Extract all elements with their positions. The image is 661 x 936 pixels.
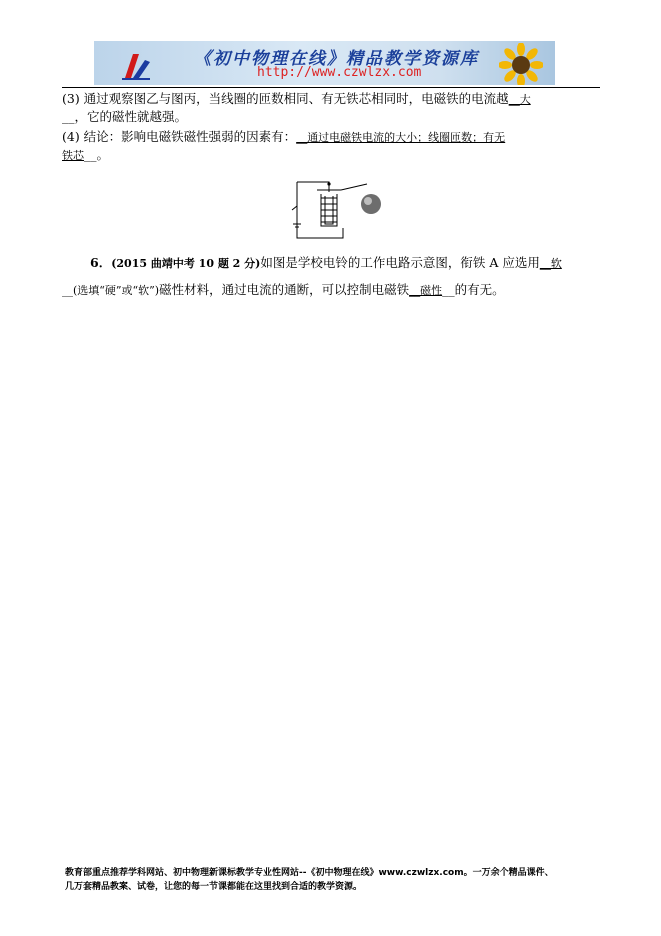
q5-line3-answer: __大: [508, 93, 531, 106]
q6-text: 如图是学校电铃的工作电路示意图，衔铁 A 应选用: [260, 255, 540, 270]
q6-answer-2: __磁性: [409, 284, 443, 297]
q5-line3-cont: [62, 107, 602, 126]
sunflower-icon: [499, 43, 543, 85]
page-footer: [65, 866, 605, 894]
q6-source: (2015 曲靖中考 10 题 2 分): [111, 257, 261, 270]
q5-line3-text: (3) 通过观察图乙与图丙，当线圈的匝数相同、有无铁芯相同时，电磁铁的电流越: [62, 91, 509, 106]
q5-line3: [62, 89, 602, 109]
q6-number: 6．: [90, 255, 112, 270]
q5-line4-answer: __通过电磁铁电流的大小；线圈匝数；有无: [296, 131, 506, 144]
q5-line3-cont-text: __，它的磁性就越强。: [62, 109, 188, 124]
q5-line4: [62, 127, 602, 147]
banner-title: 《初中物理在线》精品教学资源库: [194, 49, 479, 69]
bell-circuit-figure: [283, 180, 387, 240]
q5-line4-answer-cont: 铁芯: [62, 149, 84, 162]
header-banner: [94, 41, 555, 85]
q6-line2: [62, 280, 602, 300]
footer-line-2: 几万套精品教案、试卷，让您的每一节课都能在这里找到合适的教学资源。: [65, 882, 363, 892]
header-rule: [62, 87, 600, 88]
banner-url[interactable]: http://www.czwlzx.com: [257, 65, 422, 80]
q5-line4-cont: [62, 145, 602, 165]
q5-line4-text: (4) 结论：影响电磁铁磁性强弱的因素有：: [62, 129, 297, 144]
q5-line4-end: __。: [84, 147, 110, 162]
footer-line-1: 教育部重点推荐学科网站、初中物理新课标教学专业性网站--《初中物理在线》www.czwlzx.com。一万余个精品课件、: [65, 868, 554, 878]
q6-line2-end: __的有无。: [442, 282, 505, 297]
q6-line1: [90, 253, 630, 273]
q6-line2-text: 磁性材料，通过电流的通断，可以控制电磁铁: [159, 282, 410, 297]
site-logo-icon: [119, 48, 153, 82]
q6-answer-1: __软: [539, 257, 562, 270]
q6-line2-hint: __(选填“硬”或“软”): [62, 284, 160, 297]
